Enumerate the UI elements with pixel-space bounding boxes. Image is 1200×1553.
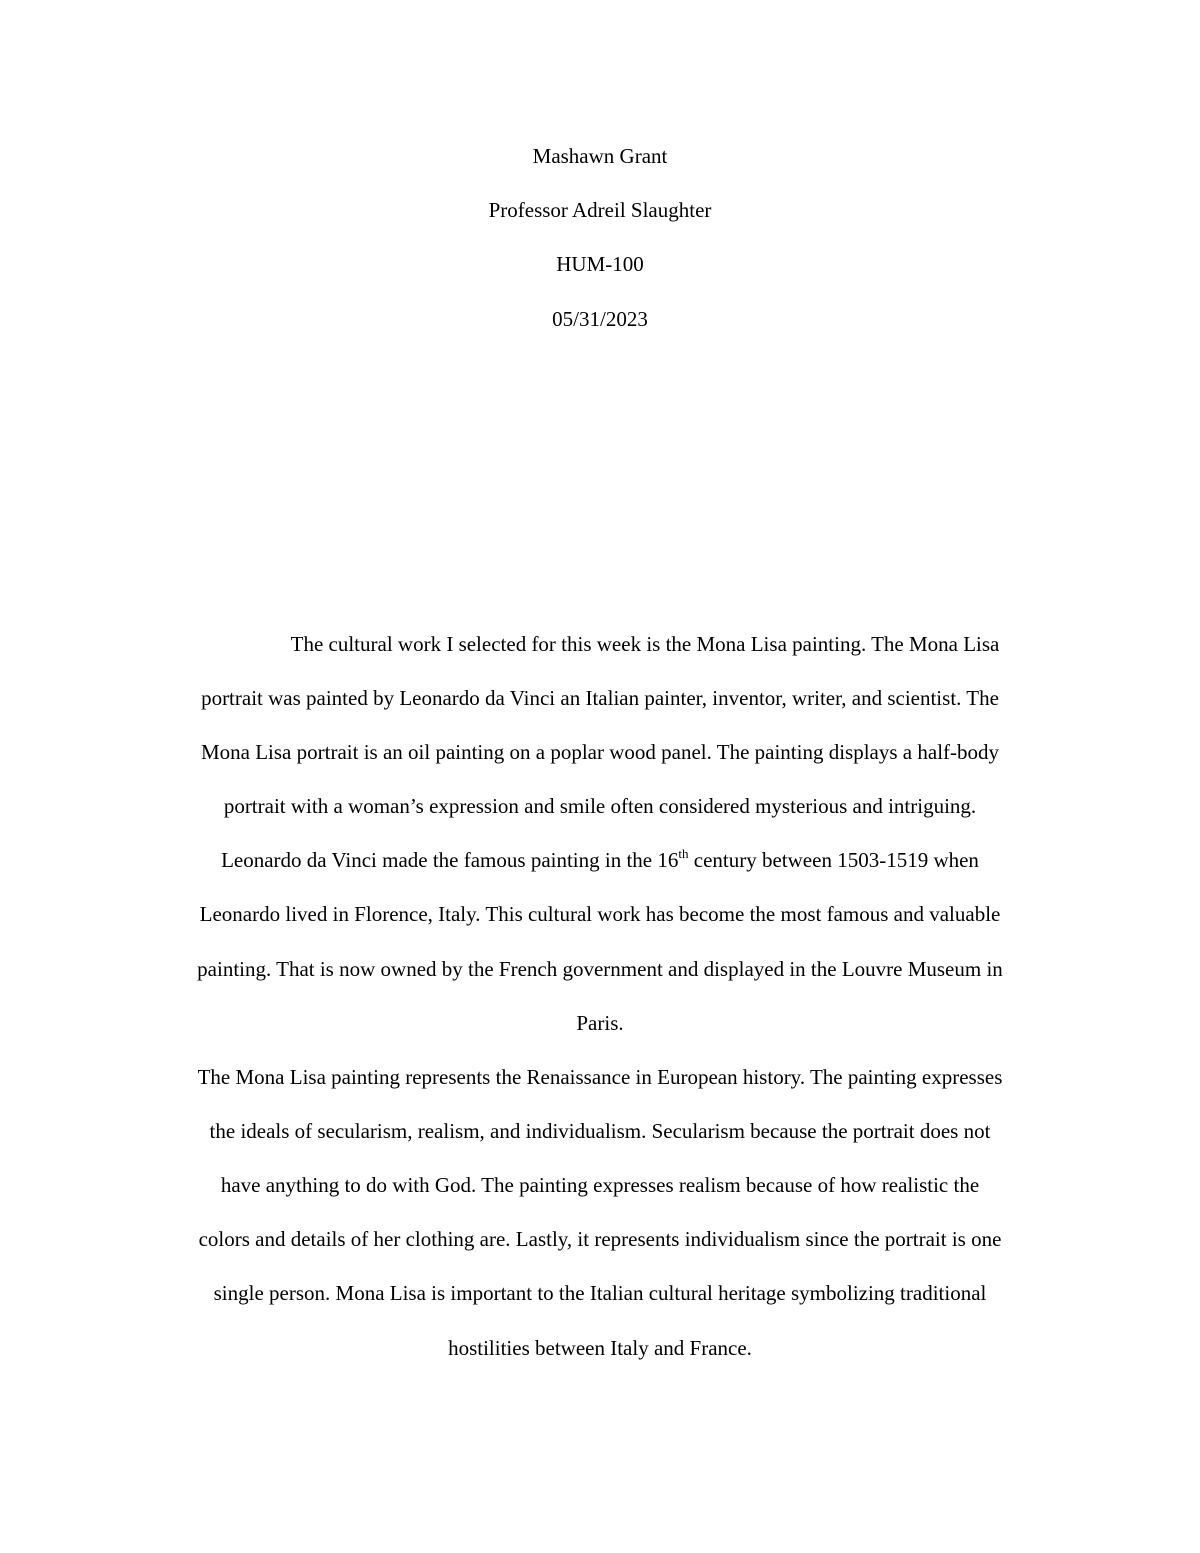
professor-name: Professor Adreil Slaughter — [488, 198, 712, 222]
paragraph-1-line-4: portrait with a woman’s expression and smile often considered mysterious and intriguing. — [223, 794, 977, 818]
line-5-text-before: Leonardo da Vinci made the famous painting in the 16 — [221, 848, 679, 872]
paragraph-1-line-5 — [0, 846, 1200, 874]
paragraph-1-line-6: Leonardo lived in Florence, Italy. This cultural work has become the most famous and valuable — [199, 902, 1001, 926]
ordinal-superscript: th — [678, 846, 689, 861]
line-5-text-after: century between 1503-1519 when — [688, 848, 979, 872]
paragraph-2-line-6: hostilities between Italy and France. — [448, 1336, 752, 1360]
course-code: HUM-100 — [556, 252, 644, 276]
paragraph-1-line-8: Paris. — [576, 1011, 624, 1035]
paragraph-1-line-7: painting. That is now owned by the French government and displayed in the Louvre Museum in — [197, 957, 1003, 981]
document-date: 05/31/2023 — [552, 307, 648, 331]
paragraph-2-line-2: the ideals of secularism, realism, and individualism. Secularism because the portrait does not — [209, 1119, 991, 1143]
paragraph-2-line-4: colors and details of her clothing are. Lastly, it represents individualism since the portrait is one — [198, 1227, 1002, 1251]
paragraph-1-line-1: The cultural work I selected for this week is the Mona Lisa painting. The Mona Lisa — [290, 632, 1000, 656]
paragraph-2-line-5: single person. Mona Lisa is important to the Italian cultural heritage symbolizing traditional — [213, 1281, 987, 1305]
paragraph-1-line-3: Mona Lisa portrait is an oil painting on a poplar wood panel. The painting displays a half-body — [200, 740, 1000, 764]
paragraph-2-line-1: The Mona Lisa painting represents the Renaissance in European history. The painting expresses — [197, 1065, 1003, 1089]
paragraph-1-line-2: portrait was painted by Leonardo da Vinci an Italian painter, inventor, writer, and scientist. The — [201, 686, 999, 710]
paragraph-2-line-3: have anything to do with God. The painting expresses realism because of how realistic the — [220, 1173, 980, 1197]
author-name: Mashawn Grant — [532, 144, 668, 168]
